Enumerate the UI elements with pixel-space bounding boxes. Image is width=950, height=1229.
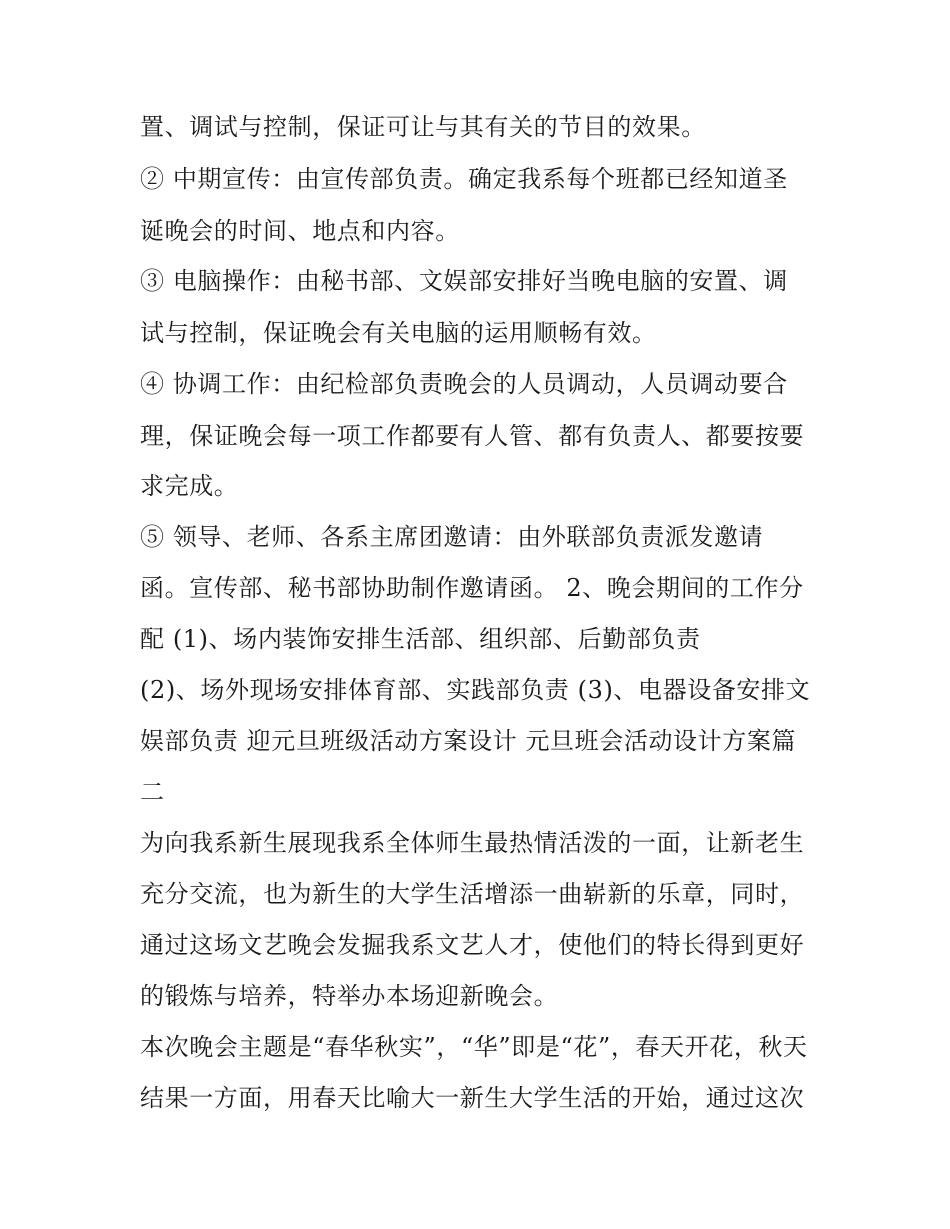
text-line: 试与控制，保证晚会有关电脑的运用顺畅有效。 bbox=[140, 319, 657, 347]
text-line: ② 中期宣传：由宣传部负责。确定我系每个班都已经知道圣 bbox=[140, 165, 788, 193]
text-line: 的锻炼与培养，特举办本场迎新晚会。 bbox=[140, 982, 559, 1010]
text-line: ④ 协调工作：由纪检部负责晚会的人员调动，人员调动要合 bbox=[140, 370, 788, 398]
text-line: 为向我系新生展现我系全体师生最热情活泼的一面，让新老生 bbox=[140, 829, 805, 857]
text-line: 求完成。 bbox=[140, 472, 239, 500]
text-line: 诞晚会的时间、地点和内容。 bbox=[140, 217, 460, 245]
text-line: 本次晚会主题是“春华秋实”，“华”即是“花”，春天开花，秋天 bbox=[140, 1033, 808, 1061]
text-line: ⑤ 领导、老师、各系主席团邀请：由外联部负责派发邀请 bbox=[140, 523, 764, 551]
text-line: 结果一方面，用春天比喻大一新生大学生活的开始，通过这次 bbox=[140, 1084, 805, 1112]
text-line: 理，保证晚会每一项工作都要有人管、都有负责人、都要按要 bbox=[140, 422, 805, 450]
text-line: 二 bbox=[140, 778, 165, 806]
text-line: ③ 电脑操作：由秘书部、文娱部安排好当晚电脑的安置、调 bbox=[140, 267, 788, 295]
text-line: 充分交流，也为新生的大学生活增添一曲崭新的乐章，同时， bbox=[140, 880, 805, 908]
text-line: 通过这场文艺晚会发掘我系文艺人才，使他们的特长得到更好 bbox=[140, 931, 805, 959]
text-line: 娱部负责 迎元旦班级活动方案设计 元旦班会活动设计方案篇 bbox=[140, 727, 797, 755]
text-line: (2)、场外现场安排体育部、实践部负责 (3)、电器设备安排文 bbox=[140, 676, 811, 704]
text-line: 置、调试与控制，保证可让与其有关的节目的效果。 bbox=[140, 113, 706, 141]
text-line: 配 (1)、场内装饰安排生活部、组织部、后勤部负责 bbox=[140, 625, 701, 653]
text-line: 函。宣传部、秘书部协助制作邀请函。 2、晚会期间的工作分 bbox=[140, 574, 804, 602]
